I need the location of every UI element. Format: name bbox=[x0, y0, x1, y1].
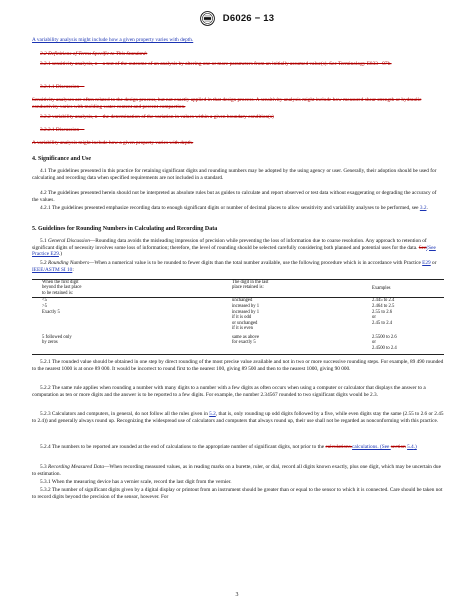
section-5-4-reference-link[interactable]: 5.4 bbox=[407, 444, 414, 450]
definition-variability-deleted: 3.2.2 variability analysis, n—the determination of the variation in values within a given boundary condition(s) bbox=[40, 114, 274, 120]
paragraph-5-3-body: —When recording measured values, as in reading marks on a burette, ruler, or dial, record all digits known exactly, plus one digit, which may be uncertain due to estimation. bbox=[32, 464, 441, 477]
paragraph-5-2-4-end: .) bbox=[413, 444, 417, 450]
e29-reference-link-2[interactable]: E29 bbox=[422, 260, 431, 266]
paragraph-5-3 bbox=[32, 464, 444, 477]
document-designation: D6026 − 13 bbox=[222, 12, 275, 24]
page-number: 3 bbox=[235, 592, 239, 598]
table-cell-line: 2.5500 to 2.6 bbox=[372, 335, 397, 340]
discussion-heading-1: 3.2.1.1 Discussion— bbox=[40, 84, 85, 90]
paragraph-5-2-end: : bbox=[72, 266, 74, 273]
table-header-line: When the first digit bbox=[42, 280, 79, 285]
table-header-line: place retained is: bbox=[232, 285, 264, 291]
table-cell-line: 2.55 to 2.6 bbox=[372, 310, 393, 315]
astm-logo-icon bbox=[200, 11, 215, 26]
section-4-heading: 4. Significance and Use bbox=[32, 156, 92, 162]
variability-discussion-deleted: A variability analysis might include how a given property varies with depth. bbox=[32, 140, 194, 146]
section-word-deleted: section bbox=[390, 444, 406, 450]
table-header-examples: Examples bbox=[372, 286, 391, 291]
ieee-si10-reference-link[interactable]: IEEE/ASTM SI 10 bbox=[32, 266, 73, 273]
sensitivity-discussion-deleted bbox=[32, 97, 444, 110]
definition-sensitivity-deleted bbox=[32, 61, 444, 68]
table-row-4-condition bbox=[42, 335, 142, 346]
table-header-first-digit bbox=[42, 280, 142, 296]
table-row-4-example bbox=[372, 335, 442, 351]
table-cell-line: 2.4500 to 2.4 bbox=[372, 345, 397, 351]
table-cell-line: same as above bbox=[232, 335, 260, 340]
paragraph-5-2-4-text: 5.2.4 The numbers to be reported are rounded at the end of calculations to the appropriate number of significant digits, not prior to the bbox=[40, 444, 326, 450]
paragraph-5-1-number: 5.1 bbox=[40, 238, 48, 244]
table-cell-line: increased by 1 bbox=[232, 310, 260, 315]
paragraph-4-1: 4.1 The guidelines presented in this practice for retaining significant digits and rounding numbers may be adopted by the using agency or user. Generally, their adoption should be used for calculating and recording data when specified requirements are not included in a standard. bbox=[32, 168, 437, 181]
table-row-2-condition: >5 bbox=[42, 304, 47, 309]
paragraph-5-2-4 bbox=[32, 444, 444, 451]
paragraph-5-3-1: 5.3.1 When the measuring device has a vernier scale, record the last digit from the vernier. bbox=[40, 479, 232, 485]
e29-reference-link[interactable]: E29 bbox=[50, 251, 59, 258]
paragraph-4-2-1-end: . bbox=[426, 205, 428, 211]
paragraph-5-2-2: 5.2.2 The same rule applies when rounding a number with many digits to a number with a few digits as often occurs when using a computer or calculator that displays the answer to a computation as ten or more digits and the answer is to be reported to a few digits. For example, the number 2.34567 rounded to two significant digits would be 2.3. bbox=[32, 385, 426, 398]
definition-sensitivity-line1: 3.2.1 sensitivity analysis, n—a test of the outcome of an analysis by altering one or more parameters from an initially assumed bbox=[40, 61, 309, 67]
sensitivity-discussion-line1: Sensitivity analyses are often related to the design process, but not exactly applied in that design process. A sensitivity analysis bbox=[32, 97, 301, 103]
table-row-1-condition: <5 bbox=[42, 298, 47, 303]
paragraph-4-2-1-text: 4.2.1 The guidelines presented emphasize recording data to enough significant digits or number of decimal places to allow sensitivity and variability analyses to be performed, see bbox=[40, 205, 420, 211]
definitions-heading-deleted: 3.2 Definitions of Terms Specific to This Standard: bbox=[40, 51, 148, 57]
paragraph-5-3-2: 5.3.2 The number of significant digits given by a digital display or printout from an instrument should be greater than or equal to the sensor to which it is connected. Care should be taken not to record digits beyond the precision of the sensor, however. For bbox=[32, 487, 443, 500]
definition-sensitivity-line2: value(s). See Terminology E833 - 97b. bbox=[309, 61, 392, 67]
paragraph-5-1-end: .) bbox=[58, 251, 63, 258]
paragraph-4-2: 4.2 The guidelines presented herein should not be interpreted as absolute rules but as guides to calculate and report observed or test data without exaggerating or degrading the accuracy of the values. bbox=[32, 190, 437, 203]
paragraph-5-2-or: or bbox=[430, 260, 437, 266]
table-row-2-action: increased by 1 bbox=[232, 304, 260, 309]
paragraph-5-1-body: —Rounding data avoids the misleading impression of precision while preventing the loss of information due to coarse resolution. Any approach to retention of significant digits of necessity involves some loss of information; therefore, the level of rounding should be selected carefully considering both planned and potential uses for the data. bbox=[32, 238, 427, 251]
table-cell-line: if it is even bbox=[232, 326, 253, 332]
table-row-3-condition: Exactly 5 bbox=[42, 310, 60, 315]
see-inserted: (See Practice bbox=[32, 244, 436, 258]
table-cell-line: or unchanged bbox=[232, 320, 258, 326]
table-row-4-action bbox=[232, 335, 342, 346]
table-row-1-example: 2.445 to 2.4 bbox=[372, 298, 395, 303]
table-header-line: The digit in the last bbox=[232, 280, 269, 285]
table-cell-line: 5 followed only bbox=[42, 335, 72, 340]
table-cell-line: or bbox=[372, 340, 376, 346]
paragraph-5-3-title: Recording Measured Data bbox=[47, 464, 105, 470]
paragraph-5-2-title: Rounding Numbers bbox=[47, 260, 90, 266]
paragraph-5-2-3 bbox=[32, 411, 444, 424]
paragraph-5-2-1: 5.2.1 The rounded value should be obtained in one step by direct rounding of the most precise value available and not in two or more successive rounding steps. For example, 89 490 rounded to the nearest 1000 is at once 89 000. It would be incorrect to round first to the nearest 100, giving 89 500 and then to the nearest 1000, giving 90 000. bbox=[32, 359, 444, 372]
see-deleted: See bbox=[418, 244, 427, 251]
calculations-deleted: calculations. bbox=[325, 444, 353, 450]
paragraph-5-2 bbox=[32, 260, 444, 273]
table-cell-line: by zeros bbox=[42, 340, 58, 346]
paragraph-5-2-body: —When a numerical value is to be rounded to fewer digits than the total number available, use the following procedure which is in accordance with Practice bbox=[89, 260, 423, 266]
discussion-heading-2: 3.2.2.1 Discussion— bbox=[40, 127, 85, 133]
paragraph-5-3-number: 5.3 bbox=[40, 464, 48, 470]
table-header-line: beyond the last place bbox=[42, 285, 82, 291]
table-row-3-action bbox=[232, 310, 342, 332]
table-header-last-digit bbox=[232, 280, 342, 291]
paragraph-5-2-number: 5.2 bbox=[40, 260, 48, 266]
paragraph-5-2-3-text: 5.2.3 Calculators and computers, in general, do not follow all the rules given in bbox=[40, 411, 210, 417]
table-cell-line: 2.45 to 2.4 bbox=[372, 320, 393, 326]
table-row-3-example bbox=[372, 310, 442, 326]
section-5-2-reference-link[interactable]: 5.2 bbox=[209, 411, 216, 417]
sensitivity-discussion-line2: might include how measured shear strength or hydraulic conductivity varies with molding water content and percent compaction. bbox=[32, 97, 422, 110]
table-row-1-action: unchanged bbox=[232, 298, 253, 303]
variability-note-inserted: A variability analysis might include how a given property varies with depth. bbox=[32, 37, 194, 43]
table-cell-line: or bbox=[372, 315, 376, 321]
page-header bbox=[0, 9, 474, 27]
table-cell-line: for exactly 5 bbox=[232, 340, 256, 346]
table-row-2-example: 2.464 to 2.5 bbox=[372, 304, 395, 309]
section-5-heading: 5. Guidelines for Rounding Numbers in Calculating and Recording Data bbox=[32, 226, 218, 232]
table-header-line: to be retained is: bbox=[42, 290, 74, 296]
table-cell-line: if it is odd bbox=[232, 315, 252, 321]
calculations-inserted: calculations. (See bbox=[352, 444, 391, 450]
rounding-rules-table bbox=[32, 279, 444, 371]
paragraph-5-1 bbox=[32, 238, 444, 258]
paragraph-4-2-1 bbox=[32, 205, 444, 212]
section-3-2-reference-link[interactable]: 3.2 bbox=[419, 205, 427, 211]
paragraph-5-1-title: General Discussion bbox=[47, 238, 90, 244]
table-bottom-rule bbox=[32, 354, 444, 355]
paragraph-5-2-3-rest: , that is, only rounding up odd digits followed by a five, while even digits stay the same (2.55 to 2.6 or 2.45 to 2.4)) and generally always round up. Recognizing the widespread use of calculators and computers that always round up, their use shall not be regarded as nonconforming with this practice. bbox=[32, 411, 444, 424]
